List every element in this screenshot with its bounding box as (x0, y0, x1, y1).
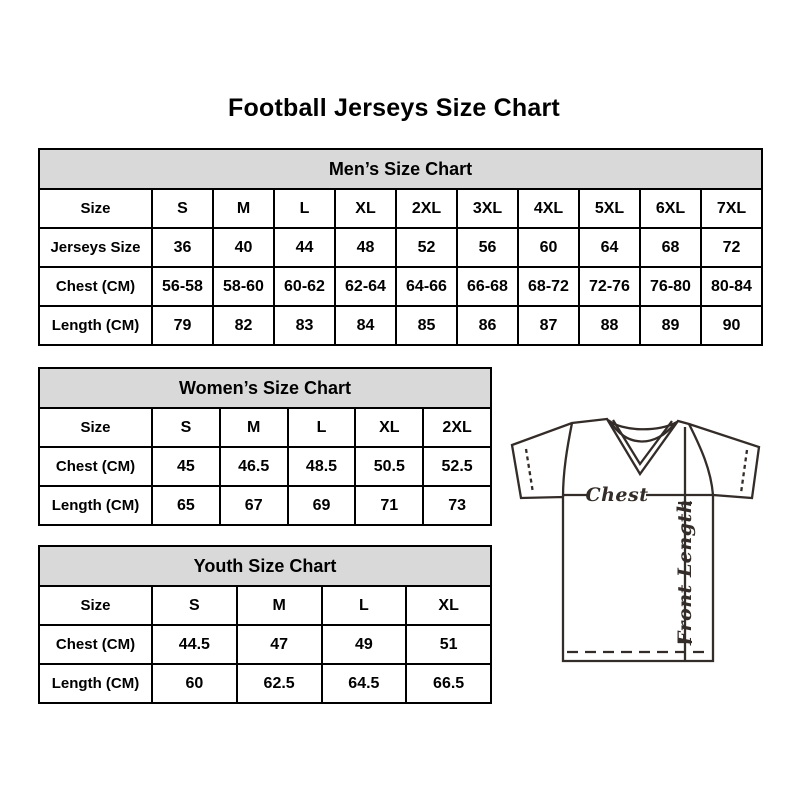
jersey-diagram (500, 400, 780, 680)
value-cell: XL (406, 586, 491, 625)
value-cell: 44 (274, 228, 335, 267)
row-label-cell: Length (CM) (39, 486, 152, 525)
value-cell: 56 (457, 228, 518, 267)
table-title: Women’s Size Chart (39, 368, 491, 408)
chest-label: Chest (585, 484, 649, 506)
table-row (39, 306, 762, 345)
value-cell: 44.5 (152, 625, 237, 664)
value-cell: 52.5 (423, 447, 491, 486)
value-cell: 80-84 (701, 267, 762, 306)
value-cell: M (213, 189, 274, 228)
youth-size-table (38, 545, 492, 704)
value-cell: 49 (322, 625, 407, 664)
row-label-cell: Jerseys Size (39, 228, 152, 267)
value-cell: 68-72 (518, 267, 579, 306)
value-cell: 60-62 (274, 267, 335, 306)
value-cell: 45 (152, 447, 220, 486)
value-cell: 64.5 (322, 664, 407, 703)
value-cell: 48.5 (288, 447, 356, 486)
value-cell: 3XL (457, 189, 518, 228)
value-cell: 83 (274, 306, 335, 345)
value-cell: 71 (355, 486, 423, 525)
value-cell: 66-68 (457, 267, 518, 306)
value-cell: 79 (152, 306, 213, 345)
table-row (39, 625, 491, 664)
value-cell: M (237, 586, 322, 625)
row-label-cell: Size (39, 408, 152, 447)
row-label-cell: Length (CM) (39, 306, 152, 345)
value-cell: 65 (152, 486, 220, 525)
table-title: Youth Size Chart (39, 546, 491, 586)
size-table (38, 367, 492, 526)
value-cell: 51 (406, 625, 491, 664)
table-row (39, 267, 762, 306)
value-cell: 72-76 (579, 267, 640, 306)
value-cell: 60 (152, 664, 237, 703)
value-cell: 48 (335, 228, 396, 267)
value-cell: 46.5 (220, 447, 288, 486)
row-label-cell: Size (39, 189, 152, 228)
value-cell: 7XL (701, 189, 762, 228)
value-cell: 76-80 (640, 267, 701, 306)
mens-size-table (38, 148, 763, 346)
row-label-cell: Chest (CM) (39, 447, 152, 486)
value-cell: XL (355, 408, 423, 447)
row-label-cell: Size (39, 586, 152, 625)
value-cell: 66.5 (406, 664, 491, 703)
value-cell: L (322, 586, 407, 625)
value-cell: 72 (701, 228, 762, 267)
value-cell: 90 (701, 306, 762, 345)
value-cell: S (152, 408, 220, 447)
value-cell: 69 (288, 486, 356, 525)
value-cell: 2XL (396, 189, 457, 228)
value-cell: 89 (640, 306, 701, 345)
value-cell: 62.5 (237, 664, 322, 703)
value-cell: 85 (396, 306, 457, 345)
value-cell: S (152, 189, 213, 228)
table-row (39, 586, 491, 625)
size-table (38, 545, 492, 704)
value-cell: L (288, 408, 356, 447)
value-cell: 67 (220, 486, 288, 525)
row-label-cell: Length (CM) (39, 664, 152, 703)
value-cell: 4XL (518, 189, 579, 228)
value-cell: 56-58 (152, 267, 213, 306)
value-cell: 84 (335, 306, 396, 345)
value-cell: 86 (457, 306, 518, 345)
value-cell: M (220, 408, 288, 447)
row-label-cell: Chest (CM) (39, 267, 152, 306)
value-cell: 64-66 (396, 267, 457, 306)
value-cell: 40 (213, 228, 274, 267)
table-title: Men’s Size Chart (39, 149, 762, 189)
value-cell: 82 (213, 306, 274, 345)
page-title: Football Jerseys Size Chart (228, 94, 560, 122)
value-cell: 58-60 (213, 267, 274, 306)
table-row (39, 486, 491, 525)
value-cell: 64 (579, 228, 640, 267)
value-cell: 5XL (579, 189, 640, 228)
value-cell: 2XL (423, 408, 491, 447)
value-cell: 62-64 (335, 267, 396, 306)
value-cell: 6XL (640, 189, 701, 228)
value-cell: 50.5 (355, 447, 423, 486)
value-cell: 87 (518, 306, 579, 345)
value-cell: S (152, 586, 237, 625)
value-cell: XL (335, 189, 396, 228)
value-cell: 68 (640, 228, 701, 267)
womens-size-table (38, 367, 492, 526)
table-row (39, 447, 491, 486)
value-cell: 73 (423, 486, 491, 525)
front-length-label: Front Length (674, 498, 696, 646)
table-row (39, 228, 762, 267)
table-row (39, 408, 491, 447)
value-cell: L (274, 189, 335, 228)
table-row (39, 664, 491, 703)
value-cell: 52 (396, 228, 457, 267)
row-label-cell: Chest (CM) (39, 625, 152, 664)
value-cell: 47 (237, 625, 322, 664)
size-table (38, 148, 763, 346)
value-cell: 36 (152, 228, 213, 267)
table-row (39, 189, 762, 228)
value-cell: 88 (579, 306, 640, 345)
value-cell: 60 (518, 228, 579, 267)
